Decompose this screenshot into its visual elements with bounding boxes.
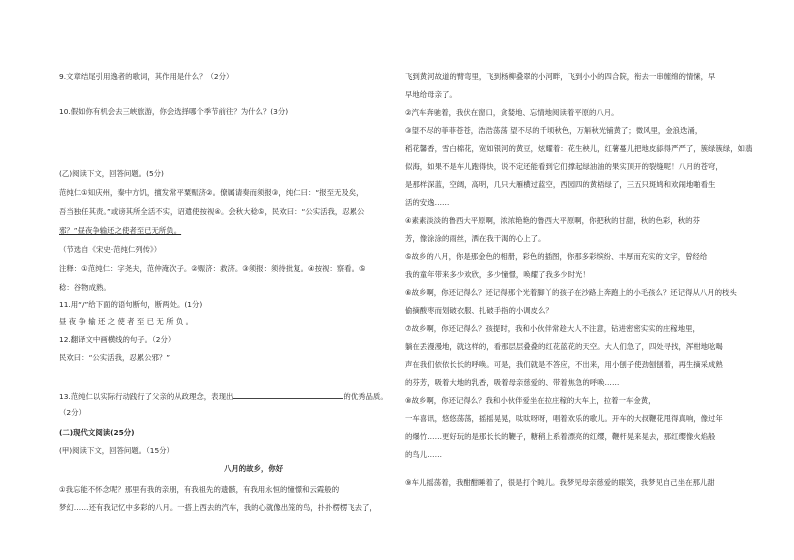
article-line: ②汽车奔驰着，我伏在窗口，贪婪地、忘情地阅读着平原的八月。 (405, 108, 619, 117)
article-line: ⑨车儿摇荡着，我酣酣睡着了，很是打个盹儿。我梦见母亲慈爱的眼笑，我梦见自己坐在那儿甜 (405, 478, 715, 487)
article-line: 似海，如果不是车儿跑得快，说不定还能看到它们撑起绿油油的果实顶开的裂缝呢！八月的苍穹， (405, 162, 723, 171)
question-11: 11.用“/”给下面的语句断句，断两处。(1分) (59, 300, 203, 309)
passage-source: （节选自《宋史·范纯仁列传》） (59, 245, 162, 254)
article-line: 我的童年带来多少欢欣，多少憧憬，唤耀了我多少时光！ (405, 270, 590, 279)
article-line: 的芬芳，吸着大地的乳香，吸着母亲慈爱的、带着焦急的呼唤…… (405, 378, 620, 387)
article-line: 的爆竹……更好玩的是那长长的鞭子，糖稍上系着漂亮的红缨，鞭杆晃来晃去，那红缨像火焰般 (405, 432, 716, 441)
article-line: 活的安逸…… (405, 198, 450, 207)
article-line: ⑥故乡啊，你还记得么？还记得那个光着脚丫的孩子在沙路上奔跑上的小毛孩么？还记得从八月的枝头 (405, 288, 737, 297)
section-b-heading: (乙)阅读下文，回答问题。(5分) (59, 169, 164, 178)
notes-line-1: 注释：①范纯仁：字尧夫，范仲淹次子。②赈济：救济。③须报：须待批复。④按视：察看。⑤ (59, 264, 366, 273)
article-line: 早地给母亲了。 (405, 90, 457, 99)
article-line: 飞到黄河故道的臂弯里，飞到杨柳叠翠的小河畔，飞到小小的四合院，衔去一串缠绵的情愫，早 (405, 72, 716, 81)
question-12-text: 民欢曰：“公实活我，忍累公邪？” (59, 353, 171, 362)
section-a-heading: (甲)阅读下文，回答问题。（15分） (59, 446, 174, 455)
question-13-score: （2分） (59, 408, 86, 417)
passage-line-2: 吾当独任其责。”或谤其所全活不实，诏遣使按视④。会秋大稔⑤，民欢曰：“公实活我，忍累公 (59, 207, 365, 216)
passage-line-1: 范纯仁①知庆州，秦中方饥，擅发常平粟赈济②。僚属请奏而须报③，纯仁曰：“报至无及矣， (59, 188, 364, 197)
article-line: 芳，像涂涂的雨丝，洒在我干渴的心上了。 (405, 234, 546, 243)
article-para-1-line-1: ①我忘能不怀念呢？那里有我的亲朋，有我祖先的遗骸，有我用永恒的憧憬和云霞般的 (59, 485, 340, 494)
article-line: ⑤故乡的八月，你是那金色的相册，彩色的插图，你那多彩缤纷、丰厚而充实的文字，曾经给 (405, 252, 708, 261)
question-12: 12.翻译文中画横线的句子。（2分） (59, 335, 176, 344)
article-line: ⑧故乡啊，你还记得么？我和小伙伴爱坐在拉庄稼的大车上，拉着一车金黄， (405, 396, 656, 405)
article-line: 稻花馨香，雪白棉花，宽如银河的黄豆，炫耀着：花生秧儿，红薯蔓儿把地皮舔得严严了，簇绿簇绿，如翡 (405, 144, 753, 153)
question-13-prefix: 13.范纯仁以实际行动践行了父亲的从政理念，表现出 (59, 392, 234, 401)
section-2-heading: (二)现代文阅读(25分) (59, 428, 135, 437)
article-line: 是那样深蓝，空阔，高明，几只大雁横过蓝空，西园四的黄梧绿了，三五只斑鸠和欢闹地啪看生 (405, 180, 716, 189)
passage-line-3: 邪？”昼夜争输还之使者至已无所负。 (59, 226, 182, 235)
question-9: 9.文章结尾引用逸者的歌词，其作用是什么？（2分） (59, 72, 234, 81)
question-10: 10.假如你有机会去三峡旅游，你会选择哪个季节前往？为什么？(3分) (59, 107, 289, 116)
notes-line-2: 稔：谷物成熟。 (59, 283, 111, 292)
article-line: ③望不尽的菲菲苍苍，浩浩荡荡 望不尽的千顷秋色，万斛秋光铺黄了；微风里，金浪迭涌， (405, 126, 703, 135)
article-line: 偷摘酸枣而划破衣服、扎破手指的小调皮么？ (405, 306, 553, 315)
answer-blank[interactable] (233, 390, 343, 399)
article-line: 一车喜讯，悠悠荡荡，摇摇晃晃，呔呔呀呀，唱着欢乐的歌儿。开车的大叔鞭花甩得真响，像过年 (405, 414, 723, 423)
question-13 (59, 390, 388, 402)
question-13-suffix: 的优秀品质。 (343, 392, 388, 401)
article-line: ④素素淡淡的鲁西大平原啊，浓浓艳艳的鲁西大平原啊，你把秋的甘甜，秋的色彩，秋的芬 (405, 216, 700, 225)
article-line: 躺在丢漫漫地，就这样的，看那层层叠叠的红花蓝花的天空。大人们急了，四处寻找，浑柑地吆喝 (405, 342, 723, 351)
article-title: 八月的故乡，你好 (224, 464, 284, 473)
article-line: 的鸟儿…… (405, 450, 442, 459)
article-line: ⑦故乡啊，你还记得么？孩提时，我和小伙伴常趁大人不注意，钻进密密实实的庄稼地里， (405, 324, 700, 333)
question-11-text: 昼 夜 争 输 还 之 使 者 至 已 无 所 负 。 (59, 317, 194, 326)
article-line: 声在我们依依长长的呼唤。可是，我们就是不答应，不出来，用小刨子使劲刨刨着，再生摘采成熟 (405, 360, 723, 369)
article-para-1-line-2: 梦幻……还有我记忆中多彩的八月。一搭上西去的汽车，我的心就像出笼的鸟，扑扑楞楞飞去了， (59, 503, 377, 512)
